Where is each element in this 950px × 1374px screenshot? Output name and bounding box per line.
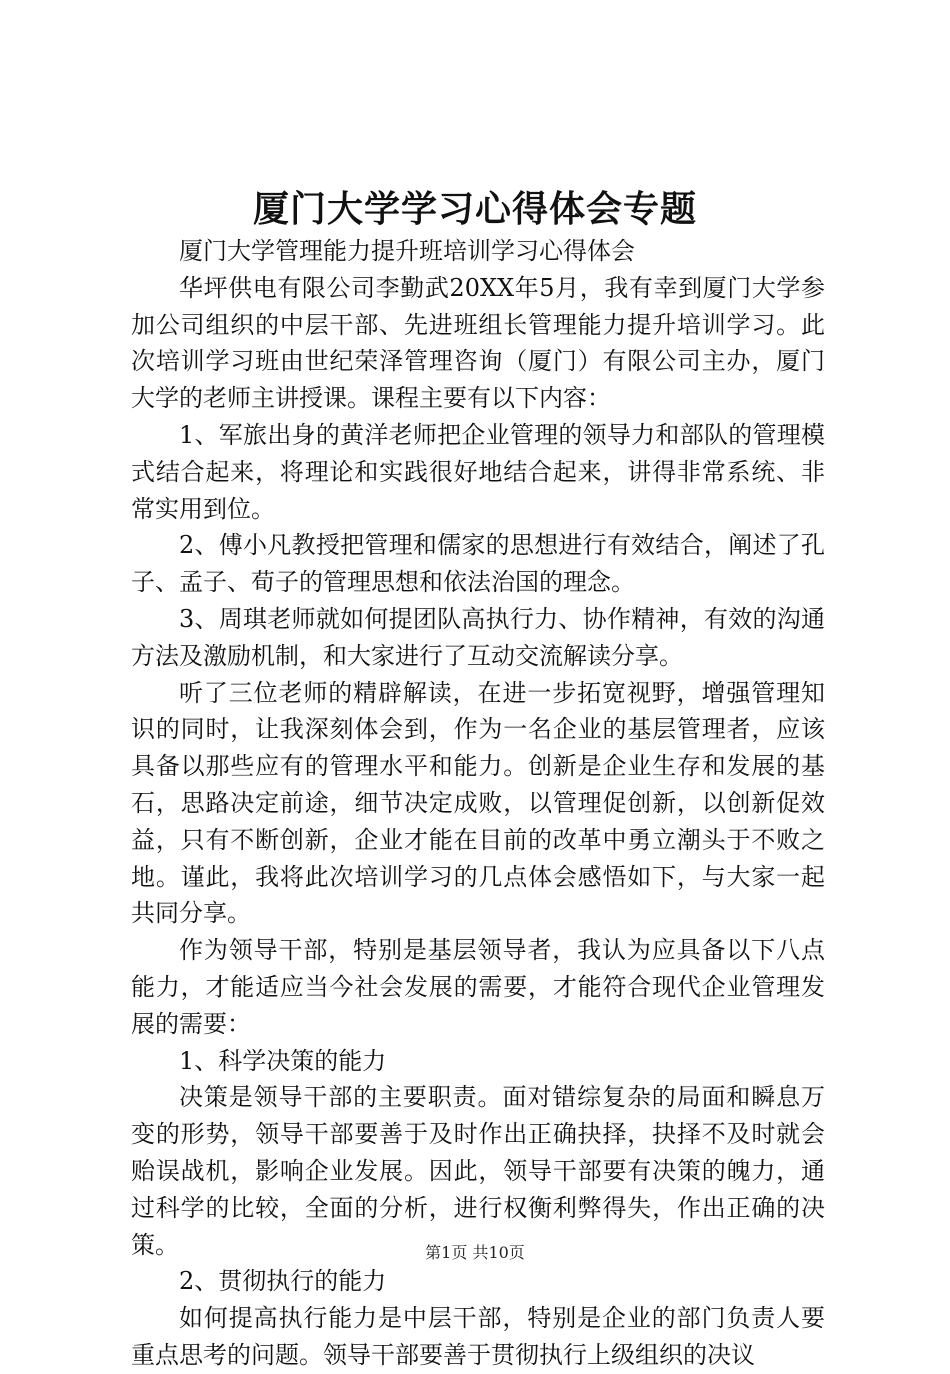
document-title: 厦门大学学习心得体会专题	[252, 188, 697, 230]
course-item-3-paragraph: 3、周琪老师就如何提团队高执行力、协作精神，有效的沟通方法及激励机制，和大家进行了互动交流解读分享。	[131, 604, 825, 670]
page-footer	[0, 1241, 950, 1265]
ability-1-paragraph: 决策是领导干部的主要职责。面对错综复杂的局面和瞬息万变的形势，领导干部要善于及时作出正确抉择，抉择不及时就会贻误战机，影响企业发展。因此，领导干部要有决策的魄力，通过科学的比较，全面的分析，进行权衡利弊得失，作出正确的决策。	[131, 1083, 825, 1259]
reflection-paragraph: 听了三位老师的精辟解读，在进一步拓宽视野，增强管理知识的同时，让我深刻体会到，作为一名企业的基层管理者，应该具备以那些应有的管理水平和能力。创新是企业生存和发展的基石，思路决定前途，细节决定成败，以管理促创新，以创新促效益，只有不断创新，企业才能在目前的改革中勇立潮头于不败之地。谨此，我将此次培训学习的几点体会感悟如下，与大家一起共同分享。	[131, 678, 825, 928]
ability-2-heading: 2、贯彻执行的能力	[179, 1267, 387, 1296]
intro-paragraph: 华坪供电有限公司李勤武20XX年5月，我有幸到厦门大学参加公司组织的中层干部、先进班组长管理能力提升培训学习。此次培训学习班由世纪荣泽管理咨询（厦门）有限公司主办，厦门大学的老师主讲授课。课程主要有以下内容：	[131, 273, 825, 413]
page-number: 第1页 共10页	[425, 1243, 525, 1262]
course-item-2-paragraph: 2、傅小凡教授把管理和儒家的思想进行有效结合，阐述了孔子、孟子、荀子的管理思想和依法治国的理念。	[131, 531, 825, 597]
abilities-intro-paragraph: 作为领导干部，特别是基层领导者，我认为应具备以下八点能力，才能适应当今社会发展的需要，才能符合现代企业管理发展的需要：	[131, 936, 825, 1038]
subtitle-paragraph: 厦门大学管理能力提升班培训学习心得体会	[179, 237, 635, 265]
ability-2-paragraph: 如何提高执行能力是中层干部，特别是企业的部门负责人要重点思考的问题。领导干部要善于贯彻执行上级组织的决议	[131, 1304, 825, 1369]
ability-1-heading: 1、科学决策的能力	[179, 1046, 387, 1075]
document-body	[131, 233, 825, 1374]
course-item-1-paragraph: 1、军旅出身的黄洋老师把企业管理的领导力和部队的管理模式结合起来，将理论和实践很好地结合起来，讲得非常系统、非常实用到位。	[131, 420, 825, 523]
